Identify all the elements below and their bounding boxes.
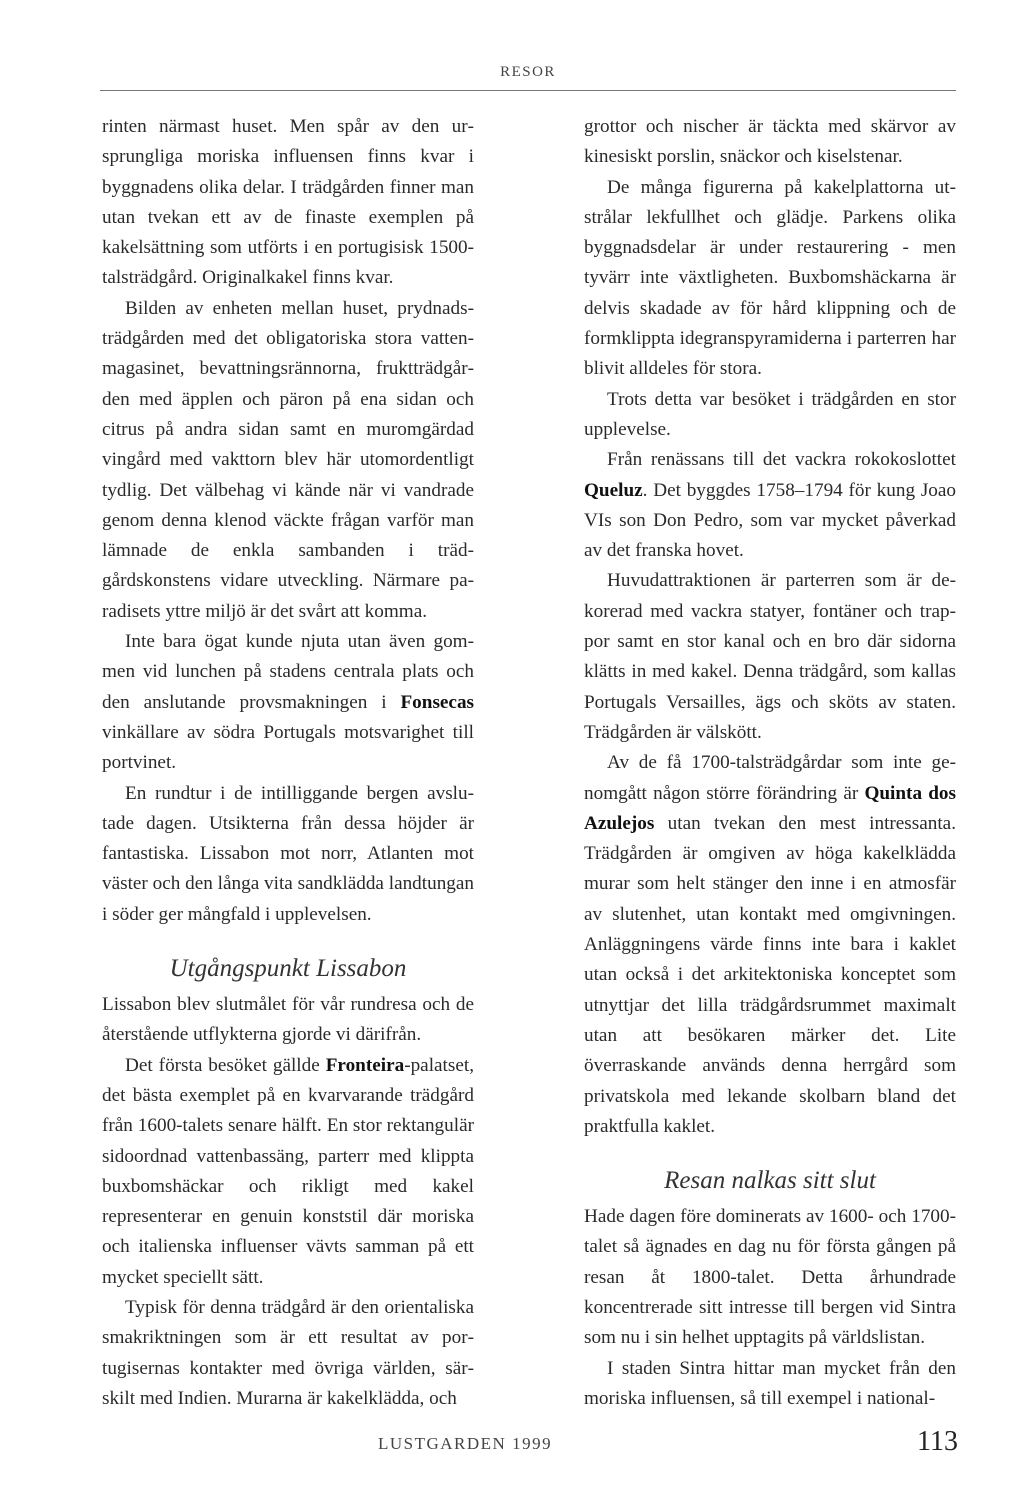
journal-title: LUSTGARDEN 1999	[378, 1434, 553, 1453]
paragraph: Trots detta var besöket i trädgården en stor upplevelse.	[584, 388, 956, 440]
paragraph: Lissabon blev slutmålet för vår rundresa och de återstående utflykterna gjorde vi därifrån.	[102, 994, 474, 1046]
paragraph: Av de få 1700-talsträdgårdar som inte genomgått någon större förändring är Quinta dos Azulejos utan tvekan den mest intressanta. Trädgården är omgiven av höga kakelklädda murar som helt stänger den inne i en atmosfär av slutenhet, utan kontakt med omgivningen. Anläggningens värde finns inte bara i kaklet utan också i det arkitektoniska konceptet som utnyttjar det lilla trädgårdsrummet maximalt utan att besökaren märker det. Lite överraskande används denna herrgård som privatskola med lekande skolbarn bland det praktfulla kaklet.	[584, 752, 956, 1137]
paragraph: Det första besöket gällde Fronteira-palatset, det bästa exemplet på en kvarvarande trädgård från 1600-talets senare hälft. En stor rektangulär sidoordnad vattenbassäng, parterr med klippta buxbomshäckar och rikligt med kakel representerar en genuin konststil där moriska och italienska influenser vävts samman på ett mycket speciellt sätt.	[102, 1054, 474, 1288]
bold-name: Fronteira	[325, 1054, 405, 1076]
left-column	[102, 112, 474, 1414]
paragraph: Bilden av enheten mellan huset, prydnadsträdgården med det obligatoriska stora vattenmagasinet, bevattningsrännorna, fruktträdgården med äpplen och päron på ena sidan och citrus på andra sidan samt en muromgärdad vingård med vakttorn blev här utomordentligt tydlig. Det välbehag vi kände när vi vandrade genom denna klenod väckte frågan varför man lämnade de enkla sambanden i trädgårdskonstens vidare utveckling. Närmare paradisets yttre miljö är det svårt att komma.	[102, 297, 474, 622]
bold-name: Quinta dos Azulejos	[584, 782, 956, 834]
paragraph: Hade dagen före dominerats av 1600- och 1700-talet så ägnades en dag nu för första gången på resan åt 1800-talet. Detta århundrade koncentrerade sitt intresse till bergen vid Sintra som nu i sin helhet upptagits på världslistan.	[584, 1206, 956, 1349]
header-rule	[100, 90, 956, 91]
subheading: Utgångspunkt Lissabon	[169, 955, 407, 983]
page-number: 113	[917, 1426, 958, 1457]
paragraph: Huvudattraktionen är parterren som är dekorerad med vackra statyer, fontäner och trappor samt en stor kanal och en bro där sidorna klätts in med kakel. Denna trädgård, som kallas Portugals Versailles, ägs och sköts av staten. Trädgården är välskött.	[584, 570, 956, 743]
paragraph: Från renässans till det vackra rokokoslottet Queluz. Det byggdes 1758–1794 för kung Joao VIs son Don Pedro, som var mycket påverkad av det franska hovet.	[584, 449, 956, 562]
section-header: RESOR	[500, 64, 556, 80]
page-footer	[0, 1424, 1024, 1464]
subheading: Resan nalkas sitt slut	[664, 1167, 876, 1195]
paragraph: De många figurerna på kakelplattorna utstrålar lekfullhet och glädje. Parkens olika byggnadsdelar är under restaurering - men tyvärr inte växtligheten. Buxbomshäckarna är delvis skadade av för hård klippning och de formklippta idegranspyramiderna i parterren har blivit alldeles för stora.	[584, 176, 956, 380]
paragraph: En rundtur i de intilliggande bergen avslutade dagen. Utsikterna från dessa höjder är fantastiska. Lissabon mot norr, Atlanten mot väster och den långa vita sandklädda landtungan i söder ger mångfald i upplevelsen.	[102, 782, 474, 925]
paragraph: Inte bara ögat kunde njuta utan även gommen vid lunchen på stadens centrala plats och den anslutande provsmakningen i Fonsecas vinkällare av södra Portugals motsvarighet till portvinet.	[102, 631, 474, 774]
paragraph: rinten närmast huset. Men spår av den ursprungliga moriska influensen finns kvar i byggnadens olika delar. I trädgården finner man utan tvekan ett av de finaste exemplen på kakelsättning som utförts i en portugisisk 1500-talsträdgård. Originalkakel finns kvar.	[102, 116, 474, 289]
paragraph: Typisk för denna trädgård är den orientaliska smakriktningen som är ett resultat av portugisernas kontakter med övriga världen, särskilt med Indien. Murarna är kakelklädda, och	[102, 1296, 474, 1409]
paragraph: grottor och nischer är täckta med skärvor av kinesiskt porslin, snäckor och kiselstenar.	[584, 116, 956, 168]
right-column	[584, 112, 956, 1414]
bold-name: Fonsecas	[400, 691, 474, 713]
paragraph: I staden Sintra hittar man mycket från den moriska influensen, så till exempel i national-	[584, 1357, 956, 1409]
bold-name: Queluz	[584, 479, 643, 501]
